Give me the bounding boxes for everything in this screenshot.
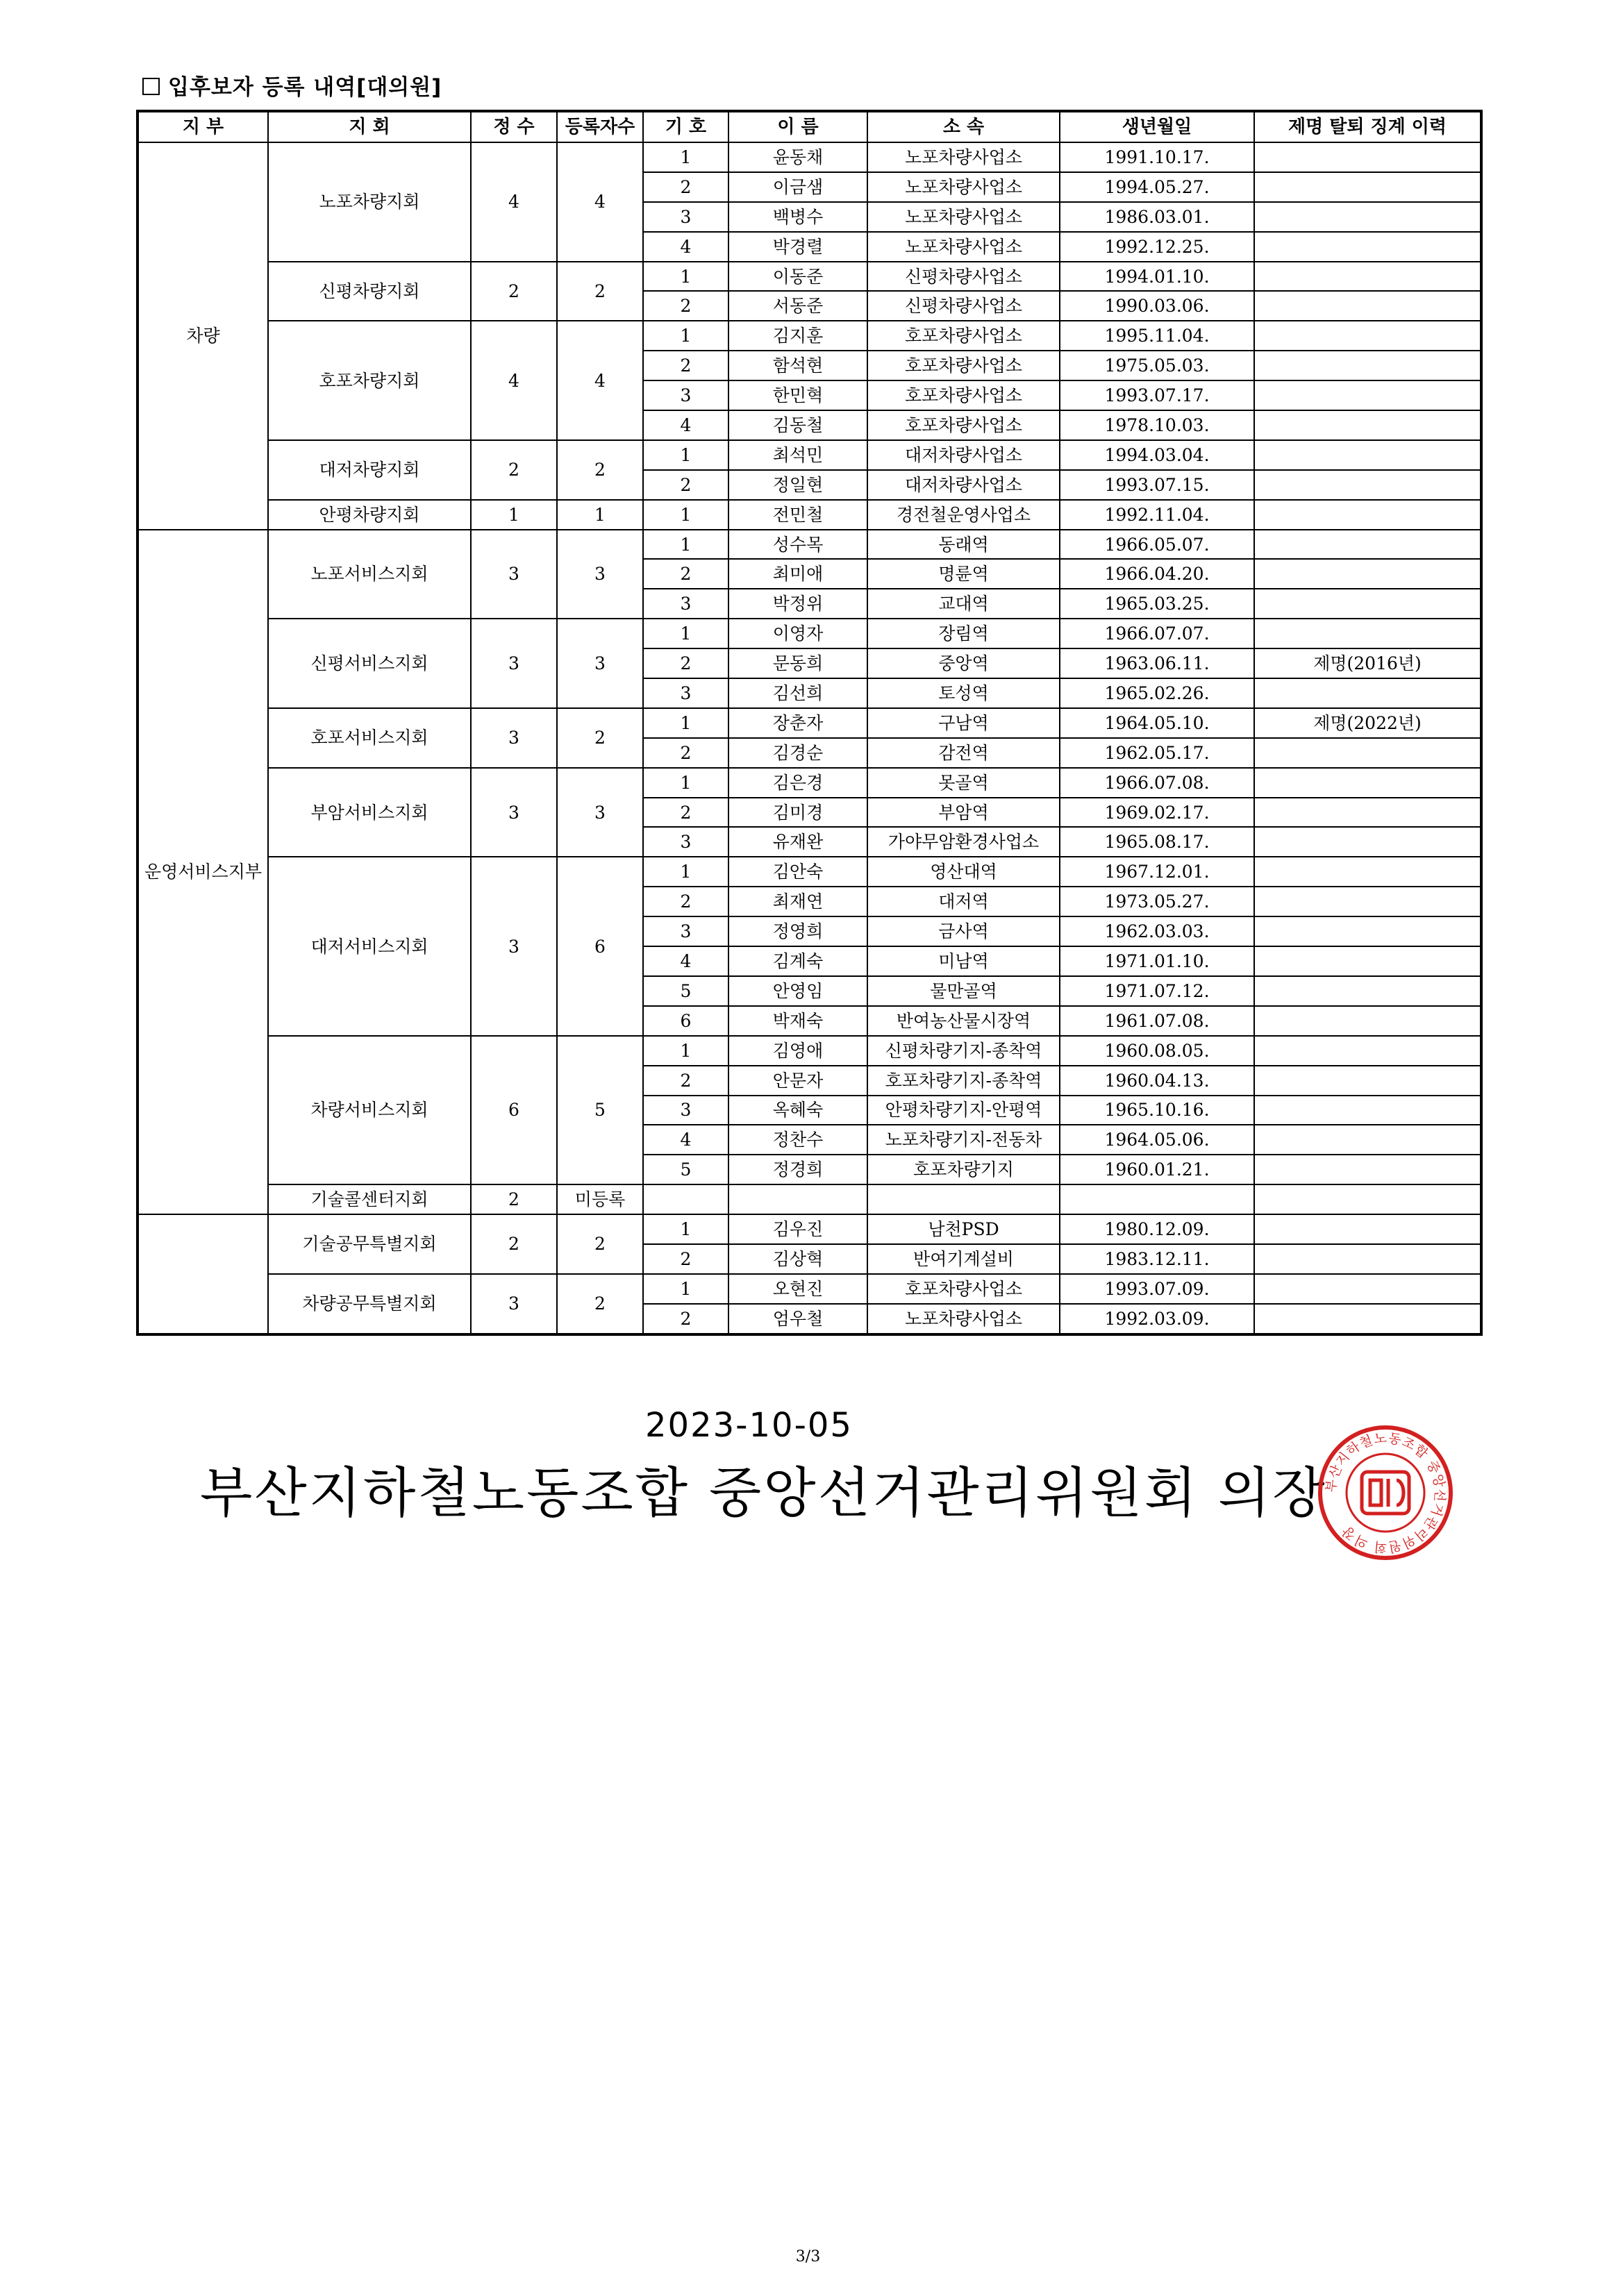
record-cell [1254,1096,1481,1125]
affiliation-cell: 부암역 [867,798,1060,828]
birthdate-cell: 1961.07.08. [1060,1006,1254,1036]
record-cell [1254,738,1481,768]
birthdate-cell: 1992.03.09. [1060,1304,1254,1334]
record-cell [1254,202,1481,232]
signatory-line: 부산지하철노동조합 중앙선거관리위원회 의장 [200,1462,1327,1525]
birthdate-cell: 1994.01.10. [1060,262,1254,292]
chapter-cell: 노포차량지회 [268,142,471,262]
record-cell [1254,410,1481,440]
candidate-name-cell: 김상혁 [728,1244,867,1274]
affiliation-cell: 신평차량사업소 [867,291,1060,321]
candidate-name-cell: 문동희 [728,648,867,678]
candidate-name-cell: 성수목 [728,530,867,560]
record-cell [1254,440,1481,470]
ballot-number-cell: 5 [643,1155,728,1184]
ballot-number-cell: 5 [643,976,728,1006]
affiliation-cell: 못골역 [867,768,1060,798]
quota-cell: 3 [471,1274,557,1334]
ballot-number-cell: 3 [643,1096,728,1125]
candidate-name-cell: 김은경 [728,768,867,798]
record-cell [1254,976,1481,1006]
affiliation-cell: 호포차량사업소 [867,410,1060,440]
ballot-number-cell: 2 [643,1244,728,1274]
col-header: 생년월일 [1060,111,1254,142]
candidate-name-cell: 최재연 [728,887,867,916]
record-cell [1254,857,1481,887]
affiliation-cell: 감전역 [867,738,1060,768]
registered-cell: 3 [557,530,643,619]
birthdate-cell: 1966.04.20. [1060,559,1254,589]
candidate-name-cell: 옥혜숙 [728,1096,867,1125]
table-row [138,1184,1481,1214]
affiliation-cell: 명륜역 [867,559,1060,589]
registered-cell: 6 [557,857,643,1035]
birthdate-cell: 1965.02.26. [1060,678,1254,708]
candidate-name-cell: 김미경 [728,798,867,828]
document-date: 2023-10-05 [645,1406,853,1445]
candidate-name-cell: 최미애 [728,559,867,589]
candidate-name-cell: 김경순 [728,738,867,768]
record-cell [1254,589,1481,619]
table-row [138,262,1481,292]
birthdate-cell [1060,1184,1254,1214]
record-cell [1254,470,1481,500]
branch-cell: 차량 [138,142,268,530]
record-cell [1254,1214,1481,1244]
ballot-number-cell: 2 [643,470,728,500]
record-cell [1254,798,1481,828]
registered-cell: 1 [557,500,643,530]
record-cell [1254,232,1481,262]
record-cell [1254,946,1481,976]
affiliation-cell: 노포차량기지-전동차 [867,1125,1060,1155]
ballot-number-cell: 1 [643,500,728,530]
ballot-number-cell: 2 [643,351,728,380]
chapter-cell: 안평차량지회 [268,500,471,530]
candidate-name-cell: 한민혁 [728,380,867,410]
birthdate-cell: 1963.06.11. [1060,648,1254,678]
record-cell [1254,768,1481,798]
ballot-number-cell: 1 [643,440,728,470]
affiliation-cell: 구남역 [867,708,1060,738]
col-header: 지 회 [268,111,471,142]
candidate-name-cell: 서동준 [728,291,867,321]
candidate-name-cell: 정경희 [728,1155,867,1184]
ballot-number-cell: 1 [643,619,728,648]
ballot-number-cell: 1 [643,142,728,172]
ballot-number-cell: 1 [643,321,728,351]
affiliation-cell: 금사역 [867,916,1060,946]
affiliation-cell: 중앙역 [867,648,1060,678]
affiliation-cell: 호포차량기지-종착역 [867,1066,1060,1096]
candidate-name-cell: 김영애 [728,1036,867,1066]
record-cell: 제명(2022년) [1254,708,1481,738]
ballot-number-cell: 3 [643,589,728,619]
table-row [138,440,1481,470]
candidate-name-cell: 김선희 [728,678,867,708]
record-cell [1254,1304,1481,1334]
quota-cell: 3 [471,768,557,857]
record-cell [1254,142,1481,172]
record-cell [1254,559,1481,589]
candidate-name-cell: 김우진 [728,1214,867,1244]
ballot-number-cell: 2 [643,648,728,678]
table-row [138,768,1481,798]
affiliation-cell: 물만골역 [867,976,1060,1006]
candidate-name-cell: 오현진 [728,1274,867,1304]
table-row [138,619,1481,648]
ballot-number-cell: 2 [643,798,728,828]
ballot-number-cell: 3 [643,380,728,410]
birthdate-cell: 1990.03.06. [1060,291,1254,321]
candidate-name-cell: 최석민 [728,440,867,470]
birthdate-cell: 1971.07.12. [1060,976,1254,1006]
candidate-name-cell: 김동철 [728,410,867,440]
affiliation-cell: 노포차량사업소 [867,172,1060,202]
candidate-name-cell: 김계숙 [728,946,867,976]
table-row [138,708,1481,738]
birthdate-cell: 1962.03.03. [1060,916,1254,946]
birthdate-cell: 1962.05.17. [1060,738,1254,768]
table-header-row [138,111,1481,142]
svg-text:부산지하철노동조합 중앙선거관리위원회 의장: 부산지하철노동조합 중앙선거관리위원회 의장 [1323,1430,1448,1555]
registered-cell: 미등록 [557,1184,643,1214]
ballot-number-cell: 1 [643,708,728,738]
birthdate-cell: 1964.05.10. [1060,708,1254,738]
record-cell [1254,380,1481,410]
candidate-name-cell: 박경렬 [728,232,867,262]
quota-cell: 4 [471,142,557,262]
table-row [138,1214,1481,1244]
birthdate-cell: 1978.10.03. [1060,410,1254,440]
chapter-cell: 신평차량지회 [268,262,471,321]
record-cell [1254,351,1481,380]
quota-cell: 2 [471,1184,557,1214]
table-body [138,142,1481,1334]
chapter-cell: 차량서비스지회 [268,1036,471,1184]
birthdate-cell: 1975.05.03. [1060,351,1254,380]
record-cell [1254,887,1481,916]
candidate-name-cell: 김안숙 [728,857,867,887]
candidate-name-cell: 윤동채 [728,142,867,172]
record-cell [1254,1155,1481,1184]
col-header: 지 부 [138,111,268,142]
affiliation-cell: 노포차량사업소 [867,202,1060,232]
birthdate-cell: 1965.03.25. [1060,589,1254,619]
col-header: 기 호 [643,111,728,142]
chapter-cell: 기술공무특별지회 [268,1214,471,1274]
page-number: 3/3 [795,2248,821,2265]
col-header: 정 수 [471,111,557,142]
col-header: 소 속 [867,111,1060,142]
ballot-number-cell: 1 [643,768,728,798]
record-cell [1254,172,1481,202]
checkbox-square-icon [142,78,160,95]
record-cell: 제명(2016년) [1254,648,1481,678]
ballot-number-cell: 1 [643,262,728,292]
record-cell [1254,916,1481,946]
branch-cell: 운영서비스지부 [138,530,268,1214]
ballot-number-cell: 2 [643,1304,728,1334]
affiliation-cell: 가야무암환경사업소 [867,827,1060,857]
record-cell [1254,262,1481,292]
record-cell [1254,827,1481,857]
registered-cell: 3 [557,619,643,708]
table-row [138,321,1481,351]
candidate-name-cell: 정영희 [728,916,867,946]
affiliation-cell: 남천PSD [867,1214,1060,1244]
candidate-name-cell [728,1184,867,1214]
registered-cell: 4 [557,321,643,440]
ballot-number-cell: 2 [643,172,728,202]
affiliation-cell: 영산대역 [867,857,1060,887]
birthdate-cell: 1966.07.07. [1060,619,1254,648]
record-cell [1254,530,1481,560]
birthdate-cell: 1960.08.05. [1060,1036,1254,1066]
col-header: 등록자수 [557,111,643,142]
quota-cell: 2 [471,262,557,321]
candidate-name-cell: 장춘자 [728,708,867,738]
affiliation-cell: 노포차량사업소 [867,1304,1060,1334]
affiliation-cell: 노포차량사업소 [867,232,1060,262]
record-cell [1254,1125,1481,1155]
chapter-cell: 호포차량지회 [268,321,471,440]
affiliation-cell: 미남역 [867,946,1060,976]
ballot-number-cell: 1 [643,1214,728,1244]
chapter-cell: 기술콜센터지회 [268,1184,471,1214]
quota-cell: 2 [471,1214,557,1274]
candidate-name-cell: 박정위 [728,589,867,619]
ballot-number-cell: 1 [643,530,728,560]
registered-cell: 2 [557,1274,643,1334]
ballot-number-cell: 3 [643,678,728,708]
affiliation-cell: 호포차량사업소 [867,380,1060,410]
quota-cell: 6 [471,1036,557,1184]
record-cell [1254,1274,1481,1304]
record-cell [1254,678,1481,708]
registered-cell: 3 [557,768,643,857]
quota-cell: 3 [471,857,557,1035]
affiliation-cell: 호포차량기지 [867,1155,1060,1184]
affiliation-cell: 안평차량기지-안평역 [867,1096,1060,1125]
table-row [138,1274,1481,1304]
ballot-number-cell: 2 [643,291,728,321]
affiliation-cell: 대저역 [867,887,1060,916]
quota-cell: 3 [471,619,557,708]
ballot-number-cell: 4 [643,1125,728,1155]
record-cell [1254,1036,1481,1066]
affiliation-cell: 반여기계설비 [867,1244,1060,1274]
chapter-cell: 대저서비스지회 [268,857,471,1035]
affiliation-cell: 노포차량사업소 [867,142,1060,172]
birthdate-cell: 1986.03.01. [1060,202,1254,232]
affiliation-cell: 교대역 [867,589,1060,619]
affiliation-cell: 신평차량기지-종착역 [867,1036,1060,1066]
record-cell [1254,321,1481,351]
birthdate-cell: 1960.01.21. [1060,1155,1254,1184]
quota-cell: 4 [471,321,557,440]
candidate-name-cell: 안문자 [728,1066,867,1096]
candidate-name-cell: 안영임 [728,976,867,1006]
ballot-number-cell: 3 [643,827,728,857]
birthdate-cell: 1966.07.08. [1060,768,1254,798]
candidate-name-cell: 함석현 [728,351,867,380]
candidate-name-cell: 박재숙 [728,1006,867,1036]
candidate-name-cell: 백병수 [728,202,867,232]
affiliation-cell [867,1184,1060,1214]
table-row [138,530,1481,560]
ballot-number-cell: 3 [643,202,728,232]
birthdate-cell: 1991.10.17. [1060,142,1254,172]
candidate-name-cell: 전민철 [728,500,867,530]
section-heading [142,69,442,101]
affiliation-cell: 반여농산물시장역 [867,1006,1060,1036]
birthdate-cell: 1983.12.11. [1060,1244,1254,1274]
chapter-cell: 차량공무특별지회 [268,1274,471,1334]
candidate-name-cell: 이금샘 [728,172,867,202]
candidate-name-cell: 김지훈 [728,321,867,351]
birthdate-cell: 1992.12.25. [1060,232,1254,262]
affiliation-cell: 대저차량사업소 [867,440,1060,470]
candidate-name-cell: 이영자 [728,619,867,648]
birthdate-cell: 1993.07.15. [1060,470,1254,500]
candidate-name-cell: 정찬수 [728,1125,867,1155]
chapter-cell: 부암서비스지회 [268,768,471,857]
registered-cell: 5 [557,1036,643,1184]
affiliation-cell: 호포차량사업소 [867,351,1060,380]
birthdate-cell: 1973.05.27. [1060,887,1254,916]
candidate-name-cell: 이동준 [728,262,867,292]
birthdate-cell: 1995.11.04. [1060,321,1254,351]
ballot-number-cell: 4 [643,946,728,976]
chapter-cell: 노포서비스지회 [268,530,471,619]
birthdate-cell: 1993.07.17. [1060,380,1254,410]
birthdate-cell: 1969.02.17. [1060,798,1254,828]
ballot-number-cell: 4 [643,232,728,262]
affiliation-cell: 경전철운영사업소 [867,500,1060,530]
ballot-number-cell: 2 [643,738,728,768]
ballot-number-cell: 4 [643,410,728,440]
quota-cell: 2 [471,440,557,500]
birthdate-cell: 1993.07.09. [1060,1274,1254,1304]
ballot-number-cell: 2 [643,559,728,589]
quota-cell: 3 [471,530,557,619]
branch-cell [138,1214,268,1334]
record-cell [1254,619,1481,648]
registered-cell: 2 [557,262,643,321]
chapter-cell: 대저차량지회 [268,440,471,500]
birthdate-cell: 1964.05.06. [1060,1125,1254,1155]
birthdate-cell: 1992.11.04. [1060,500,1254,530]
affiliation-cell: 호포차량사업소 [867,321,1060,351]
affiliation-cell: 장림역 [867,619,1060,648]
affiliation-cell: 토성역 [867,678,1060,708]
affiliation-cell: 동래역 [867,530,1060,560]
record-cell [1254,1066,1481,1096]
registered-cell: 2 [557,440,643,500]
birthdate-cell: 1994.03.04. [1060,440,1254,470]
affiliation-cell: 호포차량사업소 [867,1274,1060,1304]
table-row [138,500,1481,530]
ballot-number-cell: 3 [643,916,728,946]
registered-cell: 2 [557,1214,643,1274]
candidate-table [136,110,1483,1336]
ballot-number-cell [643,1184,728,1214]
affiliation-cell: 대저차량사업소 [867,470,1060,500]
birthdate-cell: 1965.08.17. [1060,827,1254,857]
record-cell [1254,1184,1481,1214]
affiliation-cell: 신평차량사업소 [867,262,1060,292]
quota-cell: 1 [471,500,557,530]
birthdate-cell: 1994.05.27. [1060,172,1254,202]
chapter-cell: 호포서비스지회 [268,708,471,768]
ballot-number-cell: 6 [643,1006,728,1036]
table-row [138,857,1481,887]
ballot-number-cell: 2 [643,887,728,916]
ballot-number-cell: 1 [643,1274,728,1304]
ballot-number-cell: 1 [643,1036,728,1066]
ballot-number-cell: 1 [643,857,728,887]
table-row [138,142,1481,172]
birthdate-cell: 1966.05.07. [1060,530,1254,560]
candidate-name-cell: 정일현 [728,470,867,500]
record-cell [1254,1006,1481,1036]
ballot-number-cell: 2 [643,1066,728,1096]
official-seal [1316,1423,1455,1562]
heading-text: 입후보자 등록 내역[대의원] [168,75,442,100]
birthdate-cell: 1980.12.09. [1060,1214,1254,1244]
record-cell [1254,291,1481,321]
candidate-name-cell: 유재완 [728,827,867,857]
registered-cell: 4 [557,142,643,262]
birthdate-cell: 1967.12.01. [1060,857,1254,887]
table-row [138,1036,1481,1066]
col-header: 이 름 [728,111,867,142]
record-cell [1254,1244,1481,1274]
chapter-cell: 신평서비스지회 [268,619,471,708]
record-cell [1254,500,1481,530]
birthdate-cell: 1971.01.10. [1060,946,1254,976]
candidate-name-cell: 엄우철 [728,1304,867,1334]
birthdate-cell: 1960.04.13. [1060,1066,1254,1096]
col-header: 제명 탈퇴 징계 이력 [1254,111,1481,142]
registered-cell: 2 [557,708,643,768]
quota-cell: 3 [471,708,557,768]
birthdate-cell: 1965.10.16. [1060,1096,1254,1125]
